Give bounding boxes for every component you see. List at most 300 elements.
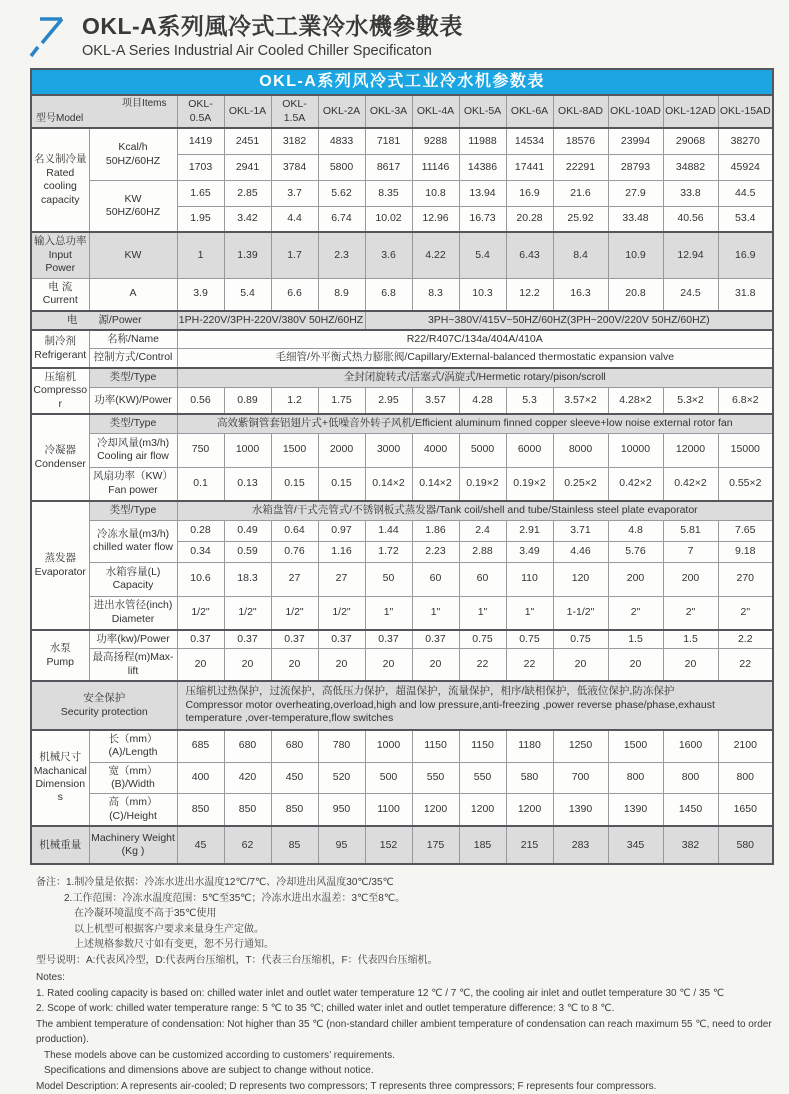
value-cell: 12.2 — [506, 278, 553, 310]
value-cell: 28793 — [608, 154, 663, 180]
value-cell: 0.37 — [412, 630, 459, 649]
value-cell: 200 — [663, 562, 718, 596]
current-row — [31, 278, 773, 310]
value-cell: 1500 — [608, 730, 663, 762]
value-cell: 5.81 — [663, 520, 718, 541]
label-line: 输入总功率 — [34, 235, 87, 248]
value-cell: 20 — [663, 649, 718, 681]
value-cell: 9288 — [412, 128, 459, 154]
value-cell: 33.8 — [663, 180, 718, 206]
value-cell: 1 — [177, 232, 224, 278]
label-line: 50HZ/60HZ — [105, 154, 161, 167]
value-cell: 6.43 — [506, 232, 553, 278]
value-cell: 4.8 — [608, 520, 663, 541]
value-cell: 20.8 — [608, 278, 663, 310]
value-cell: 2100 — [718, 730, 773, 762]
value-cell: 21.6 — [553, 180, 608, 206]
pipe-diameter-label — [89, 596, 177, 630]
model-header: OKL-5A — [459, 95, 506, 128]
label-line: Capacity — [112, 579, 154, 592]
label-line: Machanical — [33, 764, 87, 777]
value-cell: 20 — [608, 649, 663, 681]
value-cell: 0.97 — [318, 520, 365, 541]
label-line: 机械尺寸 — [39, 751, 82, 764]
value-cell: 22291 — [553, 154, 608, 180]
value-cell: 550 — [459, 762, 506, 794]
label-line: 50HZ/60HZ — [105, 206, 161, 219]
value-cell: 1.2 — [271, 387, 318, 414]
model-header: OKL-10AD — [608, 95, 663, 128]
label-line: 电 流 — [48, 280, 73, 293]
value-cell: 0.28 — [177, 520, 224, 541]
note-line: 型号说明：A:代表风冷型，D:代表两台压缩机，T：代表三台压缩机，F：代表四台压缩机。 — [36, 954, 438, 966]
value-cell: 3.49 — [506, 541, 553, 562]
value-cell: 2" — [718, 596, 773, 630]
value-cell: 850 — [177, 794, 224, 826]
value-cell: 27 — [271, 562, 318, 596]
value-cell: 1.16 — [318, 541, 365, 562]
name-label: 名称/Name — [89, 330, 177, 349]
value-cell: 1419 — [177, 128, 224, 154]
value-cell: 27.9 — [608, 180, 663, 206]
model-header: OKL-1.5A — [271, 95, 318, 128]
spec-table — [30, 68, 774, 865]
value-cell: 2" — [663, 596, 718, 630]
evaporator-label — [31, 501, 89, 630]
label-line: 蒸发器 — [44, 552, 76, 565]
value-cell: 1" — [459, 596, 506, 630]
note-line: 1. Rated cooling capacity is based on: chilled water inlet and outlet water temperature 12 ℃ / 7 ℃, the cooling air inlet and outlet temperature 30 ℃ / 35 ℃ — [36, 987, 725, 999]
page-title: OKL-A系列風冷式工業冷水機參數表 — [82, 13, 463, 39]
value-cell: 6.8 — [365, 278, 412, 310]
label-line: Fan power — [108, 483, 158, 496]
table-banner: OKL-A系列风冷式工业冷水机参数表 — [31, 69, 773, 95]
weight-unit-label — [89, 826, 177, 864]
note-line: Notes: — [36, 972, 65, 984]
value-cell: 0.19×2 — [506, 467, 553, 501]
note-line: 以上机型可根据客户要求来量身生产定做。 — [74, 923, 264, 935]
value-cell: 1250 — [553, 730, 608, 762]
current-label — [31, 278, 89, 310]
value-cell: 6000 — [506, 433, 553, 467]
value-cell: 1/2" — [177, 596, 224, 630]
value-cell: 0.34 — [177, 541, 224, 562]
value-cell: 16.9 — [506, 180, 553, 206]
value-cell: 0.42×2 — [663, 467, 718, 501]
value-cell: 1.72 — [365, 541, 412, 562]
label-line: Condenser — [34, 457, 86, 470]
value-cell: 1150 — [412, 730, 459, 762]
value-cell: 1500 — [271, 433, 318, 467]
value-cell: 680 — [224, 730, 271, 762]
value-cell: 1000 — [224, 433, 271, 467]
value-cell: 1600 — [663, 730, 718, 762]
value-cell: 0.75 — [553, 630, 608, 649]
value-cell: 1.39 — [224, 232, 271, 278]
a-unit: A — [89, 278, 177, 310]
value-cell: 1200 — [459, 794, 506, 826]
page-subtitle: OKL-A Series Industrial Air Cooled Chiller Specificaton — [82, 43, 432, 59]
label-line: capacity — [40, 193, 80, 206]
value-cell: 3.7 — [271, 180, 318, 206]
value-cell: 10.02 — [365, 206, 412, 232]
value-cell: 1.44 — [365, 520, 412, 541]
value-cell: 4833 — [318, 128, 365, 154]
value-cell: 1" — [412, 596, 459, 630]
label-line: Evaporator — [34, 565, 86, 578]
value-cell: 345 — [608, 826, 663, 864]
label-line: Rated — [46, 166, 75, 179]
value-cell: 0.89 — [224, 387, 271, 414]
value-cell: 3000 — [365, 433, 412, 467]
label-line: Dimensions — [35, 777, 86, 804]
value-cell: 3.57 — [412, 387, 459, 414]
value-cell: 1390 — [608, 794, 663, 826]
value-cell: 0.15 — [318, 467, 365, 501]
power-source-right: 3PH~380V/415V~50HZ/60HZ(3PH~200V/220V 50HZ/60HZ) — [365, 311, 773, 330]
value-cell: 0.56 — [177, 387, 224, 414]
value-cell: 120 — [553, 562, 608, 596]
value-cell: 0.15 — [271, 467, 318, 501]
label-line: 水泵 — [49, 642, 71, 655]
value-cell: 4.28×2 — [608, 387, 663, 414]
cooling-air-label — [89, 433, 177, 467]
value-cell: 5.3 — [506, 387, 553, 414]
model-header-row — [31, 95, 773, 128]
value-cell: 1100 — [365, 794, 412, 826]
value-cell: 2.91 — [506, 520, 553, 541]
label-line: 风扇功率（KW） — [93, 470, 173, 483]
value-cell: 2.23 — [412, 541, 459, 562]
value-cell: 3.42 — [224, 206, 271, 232]
value-cell: 10000 — [608, 433, 663, 467]
value-cell: 18.3 — [224, 562, 271, 596]
label-line: 安全保护 — [83, 692, 126, 705]
value-cell: 0.14×2 — [412, 467, 459, 501]
pipe-diameter-row — [31, 596, 773, 630]
value-cell: 152 — [365, 826, 412, 864]
kcal-unit-label — [89, 128, 177, 180]
value-cell: 33.48 — [608, 206, 663, 232]
model-header: OKL-3A — [365, 95, 412, 128]
value-cell: 0.13 — [224, 467, 271, 501]
value-cell: 850 — [224, 794, 271, 826]
value-cell: 27 — [318, 562, 365, 596]
pump-label — [31, 630, 89, 681]
power-source-left: 1PH-220V/3PH-220V/380V 50HZ/60HZ — [177, 311, 365, 330]
condenser-type-value: 高效紫铜管套铝翅片式+低噪音外转子风机/Efficient aluminum finned copper sleeve+low noise external rotor fan — [177, 414, 773, 433]
value-cell: 680 — [271, 730, 318, 762]
value-cell: 550 — [412, 762, 459, 794]
value-cell: 175 — [412, 826, 459, 864]
value-cell: 60 — [412, 562, 459, 596]
value-cell: 10.6 — [177, 562, 224, 596]
value-cell: 1650 — [718, 794, 773, 826]
model-header: OKL-4A — [412, 95, 459, 128]
label-line: 冷却风量(m3/h) — [96, 436, 170, 449]
value-cell: 4.22 — [412, 232, 459, 278]
value-cell: 3784 — [271, 154, 318, 180]
value-cell: 1.7 — [271, 232, 318, 278]
value-cell: 0.37 — [318, 630, 365, 649]
value-cell: 420 — [224, 762, 271, 794]
label-line: Refrigerant — [34, 348, 87, 361]
note-line: 上述规格参数尺寸如有变更，恕不另行通知。 — [74, 939, 274, 951]
value-cell: 2.2 — [718, 630, 773, 649]
value-cell: 20 — [177, 649, 224, 681]
cooling-air-row — [31, 433, 773, 467]
value-cell: 20 — [224, 649, 271, 681]
note-line: 2.工作范围：冷冻水温度范围：5℃至35℃；冷冻水进出水温差：3℃至8℃。 — [64, 892, 406, 904]
label-line: 水箱容量(L) — [105, 565, 161, 578]
value-cell: 12.94 — [663, 232, 718, 278]
value-cell: 38270 — [718, 128, 773, 154]
chilled-water-label — [89, 520, 177, 562]
value-cell: 16.3 — [553, 278, 608, 310]
weight-row — [31, 826, 773, 864]
value-cell: 0.37 — [271, 630, 318, 649]
value-cell: 1/2" — [318, 596, 365, 630]
value-cell: 22 — [718, 649, 773, 681]
table-row — [31, 180, 773, 206]
label-line: KW — [124, 192, 142, 205]
pump-power-row — [31, 630, 773, 649]
value-cell: 0.64 — [271, 520, 318, 541]
value-cell: 5.62 — [318, 180, 365, 206]
value-cell: 17441 — [506, 154, 553, 180]
label-line: Compressor — [33, 384, 88, 410]
value-cell: 1/2" — [271, 596, 318, 630]
value-cell: 780 — [318, 730, 365, 762]
pump-lift-row — [31, 649, 773, 681]
chilled-water-row — [31, 520, 773, 541]
value-cell: 4000 — [412, 433, 459, 467]
fan-power-label — [89, 467, 177, 501]
value-cell: 53.4 — [718, 206, 773, 232]
value-cell: 12000 — [663, 433, 718, 467]
label-line: chilled water flow — [93, 541, 173, 554]
value-cell: 6.6 — [271, 278, 318, 310]
value-cell: 60 — [459, 562, 506, 596]
value-cell: 0.1 — [177, 467, 224, 501]
value-cell: 5.3×2 — [663, 387, 718, 414]
value-cell: 1-1/2" — [553, 596, 608, 630]
value-cell: 580 — [506, 762, 553, 794]
compressor-power-row — [31, 387, 773, 414]
condenser-type-row — [31, 414, 773, 433]
value-cell: 1.75 — [318, 387, 365, 414]
page-header — [0, 0, 789, 60]
model-header: OKL-8AD — [553, 95, 608, 128]
width-label: 宽（mm）(B)/Width — [89, 762, 177, 794]
value-cell: 8.35 — [365, 180, 412, 206]
value-cell: 0.25×2 — [553, 467, 608, 501]
value-cell: 200 — [608, 562, 663, 596]
value-cell: 16.9 — [718, 232, 773, 278]
value-cell: 1180 — [506, 730, 553, 762]
label-line: (Kg ) — [121, 845, 145, 858]
value-cell: 20 — [553, 649, 608, 681]
value-cell: 800 — [663, 762, 718, 794]
control-label: 控制方式/Control — [89, 349, 177, 368]
value-cell: 29068 — [663, 128, 718, 154]
value-cell: 23994 — [608, 128, 663, 154]
refrigerant-control-row — [31, 349, 773, 368]
value-cell: 6.74 — [318, 206, 365, 232]
table-banner-row — [31, 69, 773, 95]
value-cell: 700 — [553, 762, 608, 794]
label-line: cooling — [43, 180, 77, 193]
value-cell: 450 — [271, 762, 318, 794]
label-line: Cooling air flow — [97, 450, 169, 463]
value-cell: 520 — [318, 762, 365, 794]
value-cell: 8.3 — [412, 278, 459, 310]
refrigerant-name-row — [31, 330, 773, 349]
label-line: 进出水管径(inch) — [93, 599, 173, 612]
value-cell: 2.4 — [459, 520, 506, 541]
value-cell: 1.65 — [177, 180, 224, 206]
label-line: 压缩机 — [44, 370, 76, 383]
value-cell: 22 — [459, 649, 506, 681]
value-cell: 0.42×2 — [608, 467, 663, 501]
value-cell: 3.9 — [177, 278, 224, 310]
model-header: OKL-2A — [318, 95, 365, 128]
value-cell: 2941 — [224, 154, 271, 180]
value-cell: 1450 — [663, 794, 718, 826]
fan-power-row — [31, 467, 773, 501]
label-line: Pump — [46, 655, 74, 668]
value-cell: 11146 — [412, 154, 459, 180]
value-cell: 10.3 — [459, 278, 506, 310]
type-label: 类型/Type — [89, 501, 177, 520]
label-line: Current — [42, 294, 78, 307]
value-cell: 4.4 — [271, 206, 318, 232]
weight-category-label: 机械重量 — [31, 826, 89, 864]
power-source-row — [31, 311, 773, 330]
value-cell: 24.5 — [663, 278, 718, 310]
height-label: 高（mm）(C)/Height — [89, 794, 177, 826]
value-cell: 5.4 — [224, 278, 271, 310]
value-cell: 950 — [318, 794, 365, 826]
label-line: Input Power — [45, 248, 76, 275]
value-cell: 0.55×2 — [718, 467, 773, 501]
value-cell: 750 — [177, 433, 224, 467]
value-cell: 5.4 — [459, 232, 506, 278]
note-line: 2. Scope of work: chilled water temperature range: 5 ℃ to 35 ℃; chilled water inlet and outlet temperature difference: 3 ℃ to 8 ℃. — [36, 1003, 615, 1015]
value-cell: 400 — [177, 762, 224, 794]
security-en: Compressor motor overheating,overload,high and low pressure,anti-freezing ,power reverse phase/phase,exhaust temperature ,over-temperature,flow switches — [185, 698, 715, 725]
value-cell: 1/2" — [224, 596, 271, 630]
value-cell: 9.18 — [718, 541, 773, 562]
value-cell: 5.76 — [608, 541, 663, 562]
value-cell: 580 — [718, 826, 773, 864]
note-line: 备注：1.制冷量是依据：冷冻水进出水温度12℃/7℃、冷却进出风温度30℃/35℃ — [36, 877, 394, 889]
model-header: OKL-6A — [506, 95, 553, 128]
value-cell: 50 — [365, 562, 412, 596]
value-cell: 8000 — [553, 433, 608, 467]
value-cell: 1150 — [459, 730, 506, 762]
value-cell: 31.8 — [718, 278, 773, 310]
value-cell: 20 — [318, 649, 365, 681]
refrigerant-label — [31, 330, 89, 368]
model-header: OKL-15AD — [718, 95, 773, 128]
notes-zh — [36, 875, 789, 968]
value-cell: 0.76 — [271, 541, 318, 562]
value-cell: 40.56 — [663, 206, 718, 232]
value-cell: 8617 — [365, 154, 412, 180]
value-cell: 215 — [506, 826, 553, 864]
note-line: 在冷凝环境温度不高于35℃使用 — [74, 908, 217, 920]
value-cell: 18576 — [553, 128, 608, 154]
value-cell: 1" — [506, 596, 553, 630]
value-cell: 3182 — [271, 128, 318, 154]
value-cell: 8.4 — [553, 232, 608, 278]
value-cell: 13.94 — [459, 180, 506, 206]
rated-capacity-label — [31, 128, 89, 232]
value-cell: 5000 — [459, 433, 506, 467]
value-cell: 283 — [553, 826, 608, 864]
length-label: 长（mm）(A)/Length — [89, 730, 177, 762]
label-line: 制冷剂 — [44, 335, 76, 348]
value-cell: 8.9 — [318, 278, 365, 310]
value-cell: 7181 — [365, 128, 412, 154]
value-cell: 500 — [365, 762, 412, 794]
value-cell: 382 — [663, 826, 718, 864]
evaporator-type-value: 水箱盘管/干式壳管式/不锈钢板式蒸发器/Tank coil/shell and tube/Stainless steel plate evaporator — [177, 501, 773, 520]
corner-cell — [31, 95, 177, 128]
value-cell: 270 — [718, 562, 773, 596]
refrigerant-name-value: R22/R407C/134a/404A/410A — [177, 330, 773, 349]
refrigerant-control-value: 毛细管/外平衡式热力膨胀阀/Capillary/External-balanced thermostatic expansion valve — [177, 349, 773, 368]
width-row — [31, 762, 773, 794]
value-cell: 5800 — [318, 154, 365, 180]
value-cell: 1200 — [506, 794, 553, 826]
value-cell: 800 — [608, 762, 663, 794]
value-cell: 45 — [177, 826, 224, 864]
value-cell: 95 — [318, 826, 365, 864]
value-cell: 1.5 — [608, 630, 663, 649]
value-cell: 0.14×2 — [365, 467, 412, 501]
arrow-logo-icon — [28, 10, 70, 60]
value-cell: 22 — [506, 649, 553, 681]
value-cell: 3.6 — [365, 232, 412, 278]
compressor-label — [31, 368, 89, 414]
note-line: Model Description: A represents air-cooled; D represents two compressors; T represents three compressors; F represents four compressors. — [36, 1080, 657, 1092]
value-cell: 1200 — [412, 794, 459, 826]
model-header: OKL-12AD — [663, 95, 718, 128]
value-cell: 2.88 — [459, 541, 506, 562]
value-cell: 12.96 — [412, 206, 459, 232]
value-cell: 62 — [224, 826, 271, 864]
type-label: 类型/Type — [89, 368, 177, 388]
value-cell: 1000 — [365, 730, 412, 762]
value-cell: 2000 — [318, 433, 365, 467]
value-cell: 7.65 — [718, 520, 773, 541]
value-cell: 1.5 — [663, 630, 718, 649]
value-cell: 14534 — [506, 128, 553, 154]
condenser-label — [31, 414, 89, 501]
value-cell: 20 — [412, 649, 459, 681]
security-label — [31, 681, 177, 729]
value-cell: 3.71 — [553, 520, 608, 541]
note-line: The ambient temperature of condensation: Not higher than 35 ℃ (non-standard chiller ambient temperature of condensation can reach maximum 55 ℃, need to order production). — [36, 1018, 772, 1046]
value-cell: 1.86 — [412, 520, 459, 541]
value-cell: 20 — [365, 649, 412, 681]
value-cell: 0.37 — [224, 630, 271, 649]
input-power-label — [31, 232, 89, 278]
value-cell: 800 — [718, 762, 773, 794]
value-cell: 10.9 — [608, 232, 663, 278]
